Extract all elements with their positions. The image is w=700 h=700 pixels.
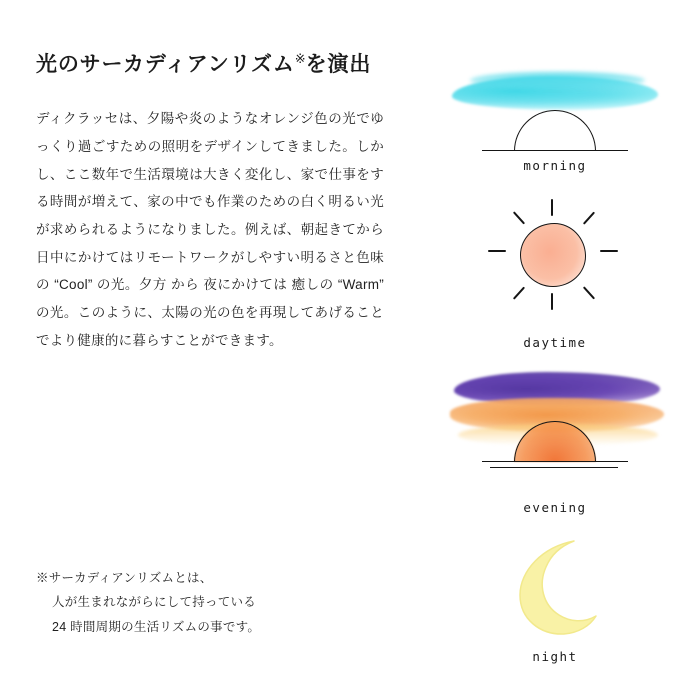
page-title-suffix: を演出 (305, 53, 372, 76)
morning-sky-wash-top (470, 72, 645, 89)
evening-horizon-line (482, 461, 628, 462)
body-paragraph: ディクラッセは、夕陽や炎のようなオレンジ色の光でゆっくり過ごすための照明をデザインしてきました。しかし、ここ数年で生活環境は大きく変化し、家で仕事をする時間が増えて、家の中でも作業のための白く明るい光が求められるようになりました。例えば、朝起きてから日中にかけてはリモートワークがしやすい明るさと色味の “Cool” の光。夕方 から 夜にかけては 癒しの “Warm” の光。このように、太陽の光の色を再現してあげることでより健康的に暮らすことができます。 (36, 111, 384, 348)
sun-ray (488, 250, 506, 252)
caption-morning: morning (523, 158, 587, 173)
footnote-line-2: 人が生まれながらにして持っている (52, 595, 257, 610)
moon-shape (512, 537, 600, 637)
sun-ray (513, 211, 525, 224)
caption-daytime: daytime (523, 335, 587, 350)
caption-evening: evening (523, 500, 587, 515)
page-title-main: 光のサーカディアンリズム (36, 53, 295, 76)
sun-ray (551, 199, 553, 216)
moon-icon (430, 529, 680, 647)
sun-ray (583, 286, 595, 299)
illustration-evening (430, 366, 680, 515)
sun-ray (551, 293, 553, 310)
caption-night: night (532, 649, 578, 664)
footnote-line-3: 24 時間周期の生活リズムの事です。 (52, 619, 261, 634)
illustration-daytime (430, 193, 680, 350)
footnote-line-1: ※サーカディアンリズムとは、 (36, 571, 213, 585)
illustration-column (430, 58, 680, 664)
text-column (36, 50, 416, 354)
morning-horizon-line (482, 150, 628, 151)
sun-ray (513, 286, 525, 299)
illustration-morning (430, 58, 680, 173)
illustration-night (430, 529, 680, 664)
sun-ray (600, 250, 618, 252)
sun-ray (583, 211, 595, 224)
reference-mark: ※ (294, 51, 306, 66)
daytime-sun-disc (520, 223, 586, 287)
page-title (36, 50, 416, 79)
sun-icon (430, 193, 680, 331)
morning-sun-arc (514, 110, 596, 151)
evening-horizon-line-2 (490, 467, 618, 468)
sunset-icon (430, 366, 680, 496)
footnote (36, 566, 260, 639)
sunrise-icon (430, 58, 680, 154)
